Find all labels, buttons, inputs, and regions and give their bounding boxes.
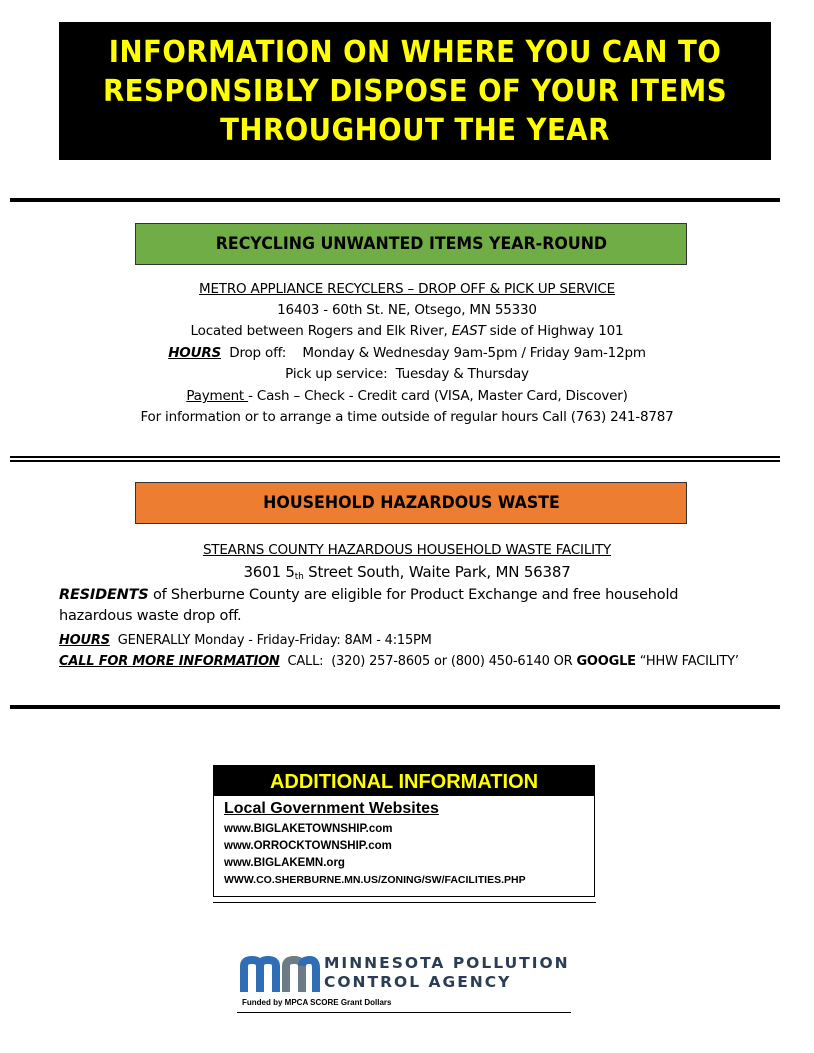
websites-subtitle: Local Government Websites xyxy=(224,800,439,817)
title-banner xyxy=(59,22,771,160)
facility-name: STEARNS COUNTY HAZARDOUS HOUSEHOLD WASTE FACILITY xyxy=(202,542,612,558)
residents-line-2: hazardous waste drop off. xyxy=(59,608,242,624)
recycler-hours: HOURS Drop off: Monday & Wednesday 9am-5pm / Friday 9am-12pm xyxy=(168,345,646,361)
banner-line-1: INFORMATION ON WHERE YOU CAN TO xyxy=(108,34,722,70)
mpca-logo xyxy=(240,950,580,1020)
recycler-pickup: Pick up service: Tuesday & Thursday xyxy=(285,366,529,382)
divider xyxy=(10,456,780,458)
facility-hours: HOURS GENERALLY Monday - Friday-Friday: 8AM - 4:15PM xyxy=(59,633,432,648)
divider xyxy=(213,902,596,903)
funding-note: Funded by MPCA SCORE Grant Dollars xyxy=(242,998,392,1007)
banner-line-2: RESPONSIBLY DISPOSE OF YOUR ITEMS xyxy=(102,73,728,109)
hazardous-section-title: HOUSEHOLD HAZARDOUS WASTE xyxy=(135,482,687,524)
facility-call: CALL FOR MORE INFORMATION CALL: (320) 257-8605 or (800) 450-6140 OR GOOGLE “HHW FACILITY’ xyxy=(59,654,739,669)
website-link[interactable]: WWW.CO.SHERBURNE.MN.US/ZONING/SW/FACILITIES.PHP xyxy=(224,874,526,886)
recycler-location: Located between Rogers and Elk River, EAST side of Highway 101 xyxy=(190,323,624,339)
divider xyxy=(10,705,780,709)
divider xyxy=(10,198,780,202)
recycler-name: METRO APPLIANCE RECYCLERS – DROP OFF & PICK UP SERVICE xyxy=(199,281,615,297)
agency-name-line-2: CONTROL AGENCY xyxy=(324,973,512,991)
mpca-mark-icon xyxy=(240,956,320,996)
website-link[interactable]: www.ORROCKTOWNSHIP.com xyxy=(224,840,392,852)
recycling-section-title: RECYCLING UNWANTED ITEMS YEAR-ROUND xyxy=(135,223,687,265)
banner-line-3: THROUGHOUT THE YEAR xyxy=(220,112,610,148)
website-link[interactable]: www.BIGLAKEMN.org xyxy=(224,857,345,869)
agency-name-line-1: MINNESOTA POLLUTION xyxy=(324,954,570,972)
divider xyxy=(237,1012,571,1013)
additional-info-box xyxy=(213,765,595,897)
recycler-payment: Payment - Cash – Check - Credit card (VISA, Master Card, Discover) xyxy=(186,388,628,404)
additional-info-title: ADDITIONAL INFORMATION xyxy=(214,766,594,796)
facility-address: 3601 $5_{th}$ Street South, Waite Park, MN 56387 xyxy=(243,563,571,582)
website-link[interactable]: www.BIGLAKETOWNSHIP.com xyxy=(224,823,393,835)
residents-line: RESIDENTS of Sherburne County are eligible for Product Exchange and free household xyxy=(59,587,679,603)
divider xyxy=(10,460,780,462)
recycler-info: For information or to arrange a time outside of regular hours Call (763) 241-8787 xyxy=(140,409,674,425)
recycler-address: 16403 - 60th St. NE, Otsego, MN 55330 xyxy=(277,302,537,318)
